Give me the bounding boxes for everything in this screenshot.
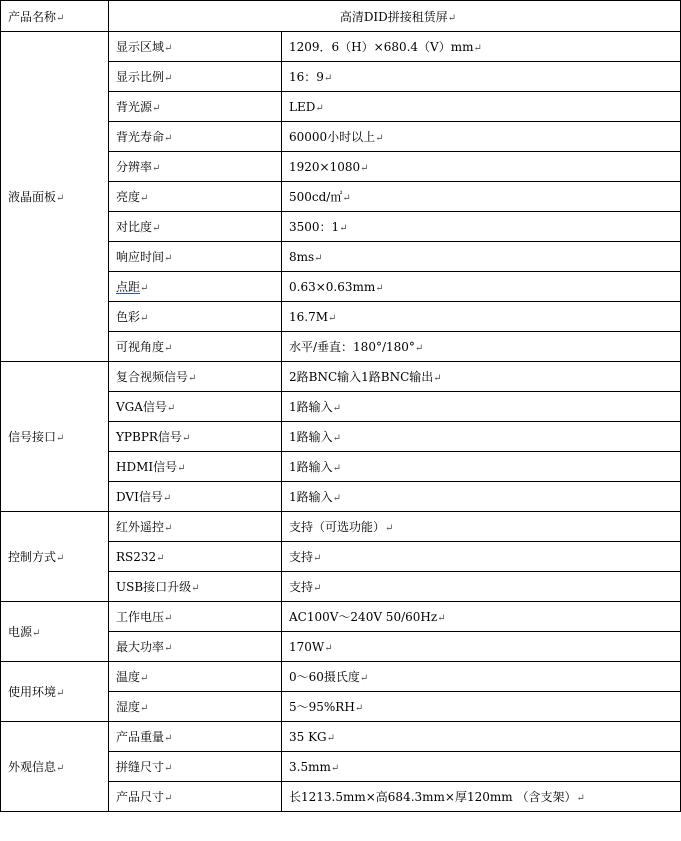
paragraph-mark: ↵ — [164, 253, 173, 264]
spec-value: 16：9 — [289, 70, 324, 84]
spec-value-cell — [282, 692, 681, 722]
spec-name-cell — [109, 392, 282, 422]
spec-value-cell — [282, 332, 681, 362]
spec-value: 水平/垂直：180°/180° — [289, 340, 415, 354]
paragraph-mark: ↵ — [156, 552, 165, 564]
paragraph-mark: ↵ — [164, 343, 173, 354]
paragraph-mark: ↵ — [140, 703, 149, 714]
header-row — [1, 1, 681, 32]
spec-value-cell — [282, 512, 681, 542]
spec-name-cell — [109, 302, 282, 332]
paragraph-mark: ↵ — [188, 373, 197, 384]
spec-value: LED — [289, 99, 316, 114]
spec-value-cell — [282, 242, 681, 272]
paragraph-mark: ↵ — [152, 103, 161, 114]
spec-name: 最大功率 — [116, 640, 165, 654]
table-row — [1, 722, 681, 752]
paragraph-mark: ↵ — [140, 673, 149, 684]
spec-value-cell — [282, 542, 681, 572]
spec-value-cell — [282, 212, 681, 242]
spec-name-cell — [109, 542, 282, 572]
spec-name-cell — [109, 332, 282, 362]
category-label: 控制方式 — [8, 550, 57, 564]
spec-name-cell — [109, 92, 282, 122]
category-cell-lcd-panel — [1, 32, 109, 362]
spec-name: 产品重量 — [116, 730, 165, 744]
paragraph-mark: ↵ — [166, 403, 176, 414]
spec-value: 1路输入 — [289, 460, 333, 474]
spec-value-cell — [282, 452, 681, 482]
spec-value: 长1213.5mm×高684.3mm×厚120mm （含支架） — [289, 790, 577, 804]
spec-value-cell — [282, 152, 681, 182]
spec-value: 支持 — [289, 580, 314, 594]
spec-name-cell — [109, 602, 282, 632]
spec-value: 170W — [289, 639, 325, 654]
paragraph-mark: ↵ — [56, 12, 65, 24]
table-row — [1, 32, 681, 62]
spec-name-cell — [109, 752, 282, 782]
paragraph-mark: ↵ — [164, 733, 173, 744]
spec-name: 产品尺寸 — [116, 790, 165, 804]
table-row — [1, 662, 681, 692]
spec-value: 1路输入 — [289, 490, 333, 504]
spec-name-cell — [109, 512, 282, 542]
paragraph-mark: ↵ — [56, 688, 65, 699]
spec-name: 显示区域 — [116, 40, 165, 54]
spec-name-cell — [109, 152, 282, 182]
paragraph-mark: ↵ — [342, 193, 351, 204]
spec-name-cell — [109, 452, 282, 482]
spec-name: 分辨率 — [116, 160, 153, 174]
paragraph-mark: ↵ — [447, 12, 457, 24]
paragraph-mark: ↵ — [313, 553, 322, 564]
paragraph-mark: ↵ — [191, 583, 200, 594]
paragraph-mark: ↵ — [576, 793, 585, 804]
spec-value-cell — [282, 392, 681, 422]
paragraph-mark: ↵ — [164, 793, 173, 804]
spec-value: 60000小时以上 — [289, 130, 376, 144]
paragraph-mark: ↵ — [332, 433, 342, 444]
paragraph-mark: ↵ — [164, 73, 173, 84]
spec-name: VGA信号 — [116, 400, 167, 414]
spec-name: 可视角度 — [116, 340, 165, 354]
spec-name: DVI信号 — [116, 490, 163, 504]
spec-name-cell — [109, 782, 282, 812]
category-cell-power — [1, 602, 109, 662]
paragraph-mark: ↵ — [375, 282, 384, 294]
paragraph-mark: ↵ — [385, 523, 394, 534]
spec-value-cell — [282, 752, 681, 782]
spec-name: 响应时间 — [116, 250, 165, 264]
header-label: 产品名称 — [8, 9, 57, 24]
spec-name: 湿度 — [116, 700, 141, 714]
paragraph-mark: ↵ — [313, 583, 322, 594]
category-cell-control-method — [1, 512, 109, 602]
paragraph-mark: ↵ — [181, 433, 191, 444]
spec-value: 35 KG — [289, 729, 327, 744]
spec-name-cell — [109, 362, 282, 392]
paragraph-mark: ↵ — [164, 643, 173, 654]
spec-name-cell — [109, 692, 282, 722]
spec-value: 16.7M — [289, 309, 329, 324]
paragraph-mark: ↵ — [433, 373, 442, 384]
spec-value: 1209．6（H）×680.4（V）mm — [289, 40, 474, 54]
paragraph-mark: ↵ — [140, 193, 149, 204]
spec-name: YPBPR信号 — [116, 430, 182, 444]
category-cell-signal-interface — [1, 362, 109, 512]
spec-name-cell — [109, 482, 282, 512]
header-label-cell — [1, 1, 109, 32]
paragraph-mark: ↵ — [359, 673, 369, 684]
spec-table-body — [1, 1, 681, 812]
spec-value: 5～95%RH — [289, 700, 355, 714]
spec-value-cell — [282, 302, 681, 332]
paragraph-mark: ↵ — [162, 493, 172, 504]
paragraph-mark: ↵ — [328, 312, 337, 324]
spec-value-cell — [282, 422, 681, 452]
spec-name-cell — [109, 212, 282, 242]
paragraph-mark: ↵ — [56, 193, 65, 204]
paragraph-mark: ↵ — [56, 763, 65, 774]
spec-name: 拼缝尺寸 — [116, 760, 165, 774]
category-label: 外观信息 — [8, 760, 57, 774]
category-label: 电源 — [8, 625, 33, 639]
category-label: 使用环境 — [8, 685, 57, 699]
paragraph-mark: ↵ — [354, 703, 364, 714]
paragraph-mark: ↵ — [332, 463, 342, 474]
spec-name: 显示比例 — [116, 70, 165, 84]
spec-value: AC100V～240V 50/60Hz — [289, 610, 438, 624]
paragraph-mark: ↵ — [152, 223, 161, 234]
spec-name: 背光源 — [116, 100, 153, 114]
paragraph-mark: ↵ — [32, 628, 41, 639]
paragraph-mark: ↵ — [437, 613, 446, 624]
spec-value: 支持（可选功能） — [289, 520, 386, 534]
paragraph-mark: ↵ — [360, 162, 369, 174]
spec-value-cell — [282, 122, 681, 152]
spec-name: 亮度 — [116, 190, 141, 204]
spec-name: USB接口升级 — [116, 580, 192, 594]
spec-value: 3.5mm — [289, 759, 331, 774]
paragraph-mark: ↵ — [330, 762, 340, 774]
spec-name-cell — [109, 122, 282, 152]
spec-value: 1路输入 — [289, 400, 333, 414]
spec-name: 温度 — [116, 670, 141, 684]
spec-name: 工作电压 — [116, 610, 165, 624]
spec-value: 3500：1 — [289, 220, 340, 234]
spec-value-cell — [282, 272, 681, 302]
table-row — [1, 362, 681, 392]
spec-name-cell — [109, 422, 282, 452]
paragraph-mark: ↵ — [314, 252, 323, 264]
header-value-cell — [109, 1, 681, 32]
spec-value-cell — [282, 62, 681, 92]
paragraph-mark: ↵ — [164, 763, 173, 774]
paragraph-mark: ↵ — [324, 642, 333, 654]
spec-name-cell — [109, 62, 282, 92]
spec-name-cell — [109, 242, 282, 272]
category-label: 液晶面板 — [8, 190, 57, 204]
table-row — [1, 512, 681, 542]
paragraph-mark: ↵ — [473, 43, 482, 54]
spec-value: 2路BNC输入1路BNC输出 — [289, 370, 434, 384]
paragraph-mark: ↵ — [326, 732, 336, 744]
paragraph-mark: ↵ — [332, 493, 342, 504]
spec-name: 红外遥控 — [116, 520, 165, 534]
spec-value-cell — [282, 32, 681, 62]
paragraph-mark: ↵ — [152, 163, 161, 174]
spec-value: 8ms — [289, 249, 315, 264]
spec-value: 1920×1080 — [289, 159, 361, 174]
spec-value-cell — [282, 482, 681, 512]
paragraph-mark: ↵ — [339, 223, 348, 234]
paragraph-mark: ↵ — [56, 553, 65, 564]
spec-name: HDMI信号 — [116, 460, 178, 474]
category-label: 信号接口 — [8, 430, 57, 444]
paragraph-mark: ↵ — [164, 43, 173, 54]
spec-name: 色彩 — [116, 310, 141, 324]
spec-value-cell — [282, 92, 681, 122]
spec-value: 0～60摄氏度 — [289, 670, 360, 684]
paragraph-mark: ↵ — [177, 463, 186, 474]
paragraph-mark: ↵ — [414, 343, 424, 354]
spec-name-cell — [109, 182, 282, 212]
spec-name-cell — [109, 32, 282, 62]
paragraph-mark: ↵ — [323, 73, 333, 84]
paragraph-mark: ↵ — [56, 433, 65, 444]
spec-value: 500cd/㎡ — [289, 190, 343, 204]
category-cell-environment — [1, 662, 109, 722]
spec-value-cell — [282, 602, 681, 632]
spec-value-cell — [282, 662, 681, 692]
spec-name: RS232 — [116, 549, 157, 564]
spec-value-cell — [282, 632, 681, 662]
paragraph-mark: ↵ — [140, 283, 149, 294]
spec-name-cell — [109, 272, 282, 302]
spec-name-cell — [109, 662, 282, 692]
spec-value: 支持 — [289, 550, 314, 564]
header-value: 高清DID拼接租赁屏 — [339, 9, 448, 24]
spec-value-cell — [282, 572, 681, 602]
spec-name: 对比度 — [116, 220, 153, 234]
paragraph-mark: ↵ — [332, 403, 342, 414]
paragraph-mark: ↵ — [164, 613, 173, 624]
spec-name-cell — [109, 722, 282, 752]
spec-name-cell — [109, 572, 282, 602]
spec-value-cell — [282, 182, 681, 212]
table-row — [1, 602, 681, 632]
paragraph-mark: ↵ — [164, 523, 173, 534]
spec-value: 0.63×0.63mm — [289, 279, 376, 294]
spec-value: 1路输入 — [289, 430, 333, 444]
spec-name: 复合视频信号 — [116, 370, 189, 384]
paragraph-mark: ↵ — [375, 133, 384, 144]
spec-name: 背光寿命 — [116, 130, 165, 144]
spec-value-cell — [282, 362, 681, 392]
category-cell-appearance — [1, 722, 109, 812]
spec-name-cell — [109, 632, 282, 662]
spec-value-cell — [282, 782, 681, 812]
spec-name: 点距 — [116, 280, 141, 294]
spec-value-cell — [282, 722, 681, 752]
paragraph-mark: ↵ — [315, 102, 324, 114]
paragraph-mark: ↵ — [140, 313, 149, 324]
paragraph-mark: ↵ — [164, 133, 173, 144]
